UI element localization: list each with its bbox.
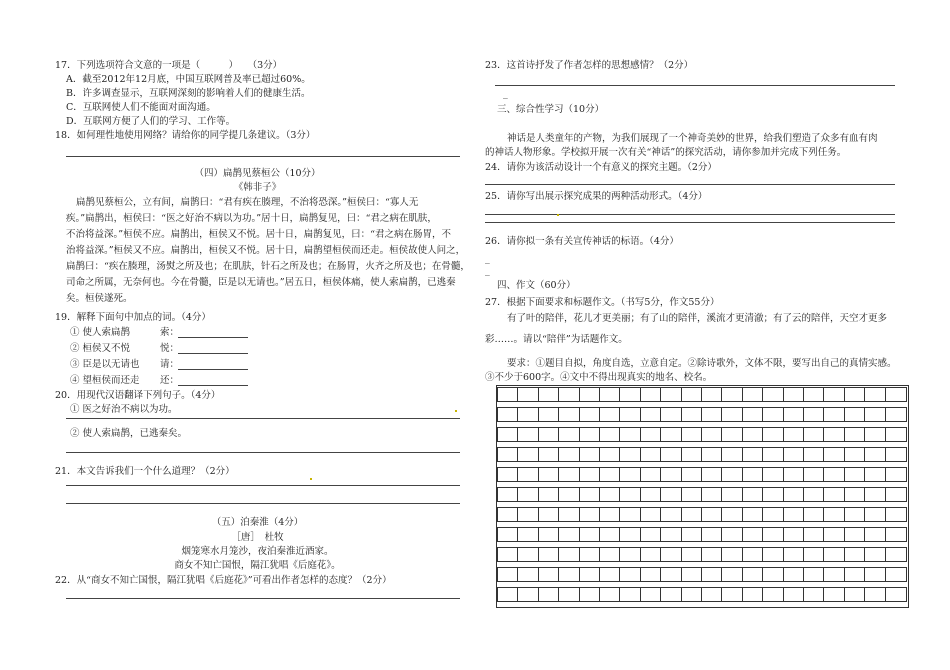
grid-cell[interactable] <box>498 548 518 561</box>
grid-cell[interactable] <box>824 468 844 481</box>
q19-stem: 19．解释下面句中加点的词。（4分） <box>55 312 211 323</box>
grid-cell[interactable] <box>641 428 661 441</box>
grid-cell[interactable] <box>682 588 702 601</box>
grid-cell[interactable] <box>702 588 722 601</box>
grid-row[interactable] <box>497 507 907 522</box>
grid-cell[interactable] <box>804 568 824 581</box>
grid-cell[interactable] <box>580 408 600 421</box>
grid-cell[interactable] <box>784 388 804 401</box>
grid-cell[interactable] <box>498 568 518 581</box>
grid-cell[interactable] <box>661 548 681 561</box>
q23-answer-line[interactable] <box>495 85 895 86</box>
grid-cell[interactable] <box>865 488 885 501</box>
grid-cell[interactable] <box>722 488 742 501</box>
grid-cell[interactable] <box>580 388 600 401</box>
grid-cell[interactable] <box>845 588 865 601</box>
grid-cell[interactable] <box>559 508 579 521</box>
grid-cell[interactable] <box>661 428 681 441</box>
grid-cell[interactable] <box>886 568 906 581</box>
grid-cell[interactable] <box>784 528 804 541</box>
grid-cell[interactable] <box>518 468 538 481</box>
grid-cell[interactable] <box>682 548 702 561</box>
grid-row[interactable] <box>497 407 907 422</box>
grid-cell[interactable] <box>498 528 518 541</box>
grid-cell[interactable] <box>804 548 824 561</box>
grid-cell[interactable] <box>518 508 538 521</box>
grid-cell[interactable] <box>641 568 661 581</box>
grid-row[interactable] <box>497 487 907 502</box>
grid-cell[interactable] <box>845 548 865 561</box>
grid-cell[interactable] <box>539 388 559 401</box>
grid-cell[interactable] <box>743 448 763 461</box>
grid-cell[interactable] <box>580 468 600 481</box>
grid-cell[interactable] <box>620 408 640 421</box>
grid-cell[interactable] <box>498 408 518 421</box>
grid-cell[interactable] <box>722 448 742 461</box>
grid-cell[interactable] <box>518 408 538 421</box>
grid-cell[interactable] <box>580 588 600 601</box>
grid-cell[interactable] <box>886 588 906 601</box>
grid-cell[interactable] <box>682 408 702 421</box>
grid-cell[interactable] <box>824 548 844 561</box>
q19-word-1: 索： <box>160 327 180 338</box>
grid-cell[interactable] <box>580 528 600 541</box>
q17-option-c: C．互联网使人们不能面对面沟通。 <box>66 102 216 113</box>
grid-cell[interactable] <box>539 548 559 561</box>
grid-cell[interactable] <box>865 568 885 581</box>
grid-cell[interactable] <box>845 508 865 521</box>
grid-cell[interactable] <box>784 408 804 421</box>
grid-cell[interactable] <box>518 548 538 561</box>
grid-cell[interactable] <box>763 428 783 441</box>
grid-cell[interactable] <box>539 528 559 541</box>
q19-sentence-3: ③ 臣是以无请也 <box>70 359 140 370</box>
section3-title: 三、综合性学习（10分） <box>497 104 605 115</box>
grid-cell[interactable] <box>743 528 763 541</box>
grid-cell[interactable] <box>824 508 844 521</box>
grid-cell[interactable] <box>641 388 661 401</box>
grid-cell[interactable] <box>804 588 824 601</box>
q20-answer-line-1[interactable] <box>66 418 460 419</box>
q25-stem: 25．请你写出展示探究成果的两种活动形式。（4分） <box>485 191 708 202</box>
q17-option-a: A．截至2012年12月底，中国互联网普及率已超过60%。 <box>66 74 311 85</box>
grid-cell[interactable] <box>722 528 742 541</box>
passage-line-2: 疾。”扁鹊出，桓侯曰：“医之好治不病以为功。”居十日，扁鹊复见，曰：“君之病在肌肤， <box>66 213 437 224</box>
grid-row[interactable] <box>497 547 907 562</box>
q21-stem: 21．本文告诉我们一个什么道理？（2分） <box>55 466 235 477</box>
grid-cell[interactable] <box>702 468 722 481</box>
grid-cell[interactable] <box>763 548 783 561</box>
grid-cell[interactable] <box>559 428 579 441</box>
grid-cell[interactable] <box>886 468 906 481</box>
grid-cell[interactable] <box>682 528 702 541</box>
grid-cell[interactable] <box>824 568 844 581</box>
grid-cell[interactable] <box>845 448 865 461</box>
grid-cell[interactable] <box>886 448 906 461</box>
q19-sentence-2: ② 桓侯又不悦 <box>70 343 131 354</box>
grid-cell[interactable] <box>641 408 661 421</box>
grid-cell[interactable] <box>824 408 844 421</box>
grid-cell[interactable] <box>804 508 824 521</box>
grid-cell[interactable] <box>865 528 885 541</box>
grid-cell[interactable] <box>702 508 722 521</box>
grid-cell[interactable] <box>743 568 763 581</box>
grid-cell[interactable] <box>865 588 885 601</box>
q25-answer-line-1[interactable] <box>485 214 895 215</box>
q20-stem: 20．用现代汉语翻译下列句子。（4分） <box>55 390 221 401</box>
grid-cell[interactable] <box>763 448 783 461</box>
grid-cell[interactable] <box>682 468 702 481</box>
grid-cell[interactable] <box>763 588 783 601</box>
grid-cell[interactable] <box>722 388 742 401</box>
grid-cell[interactable] <box>743 408 763 421</box>
grid-cell[interactable] <box>682 388 702 401</box>
grid-cell[interactable] <box>886 408 906 421</box>
grid-cell[interactable] <box>743 588 763 601</box>
section3-intro-1: 神话是人类童年的产物，为我们展现了一个神奇美妙的世界，给我们塑造了众多有血有肉 <box>507 133 878 144</box>
grid-cell[interactable] <box>580 568 600 581</box>
q19-blank-4[interactable] <box>178 385 248 386</box>
q17-stem: 17．下列选项符合文意的一项是（ ） （3分） <box>55 60 283 71</box>
grid-cell[interactable] <box>641 548 661 561</box>
grid-cell[interactable] <box>600 588 620 601</box>
grid-row[interactable] <box>497 447 907 462</box>
grid-cell[interactable] <box>620 548 640 561</box>
grid-cell[interactable] <box>702 548 722 561</box>
q21-answer-line-2[interactable] <box>66 503 460 504</box>
grid-cell[interactable] <box>743 388 763 401</box>
section4-source: 《韩非子》 <box>233 182 282 193</box>
q22-answer-line[interactable] <box>66 598 460 599</box>
grid-cell[interactable] <box>865 388 885 401</box>
grid-cell[interactable] <box>600 388 620 401</box>
q19-word-3: 请： <box>160 359 180 370</box>
grid-cell[interactable] <box>518 568 538 581</box>
grid-cell[interactable] <box>763 508 783 521</box>
q18-stem: 18．如何理性地使用网络？请给你的同学提几条建议。（3分） <box>55 130 316 141</box>
passage-line-6: 司命之所属，无奈何也。今在骨髓，臣是以无请也。”居五日，桓侯体痛，使人索扁鹊，已逃秦 <box>66 277 456 288</box>
grid-cell[interactable] <box>722 428 742 441</box>
grid-cell[interactable] <box>539 468 559 481</box>
grid-cell[interactable] <box>559 408 579 421</box>
grid-cell[interactable] <box>722 548 742 561</box>
grid-cell[interactable] <box>641 468 661 481</box>
q21-answer-line-1[interactable] <box>66 485 460 486</box>
grid-cell[interactable] <box>539 428 559 441</box>
grid-cell[interactable] <box>845 408 865 421</box>
q18-answer-line[interactable] <box>66 156 460 157</box>
grid-cell[interactable] <box>743 468 763 481</box>
q26-stem: 26．请你拟一条有关宣传神话的标语。（4分） <box>485 236 679 247</box>
grid-cell[interactable] <box>600 528 620 541</box>
grid-cell[interactable] <box>763 528 783 541</box>
grid-row[interactable] <box>497 427 907 442</box>
grid-cell[interactable] <box>784 588 804 601</box>
grid-row[interactable] <box>497 387 907 402</box>
grid-cell[interactable] <box>804 448 824 461</box>
grid-cell[interactable] <box>539 588 559 601</box>
grid-cell[interactable] <box>824 588 844 601</box>
grid-cell[interactable] <box>845 488 865 501</box>
q17-option-d: D．互联网方便了人们的学习、工作等。 <box>66 116 236 127</box>
grid-cell[interactable] <box>620 528 640 541</box>
q27-requirement-1: 要求：①题目自拟，角度自选，立意自定。②除诗歌外，文体不限，要写出自己的真情实感。 <box>507 358 897 369</box>
grid-cell[interactable] <box>682 508 702 521</box>
q19-blank-2[interactable] <box>178 353 248 354</box>
grid-cell[interactable] <box>886 428 906 441</box>
grid-cell[interactable] <box>804 468 824 481</box>
grid-cell[interactable] <box>763 468 783 481</box>
grid-cell[interactable] <box>845 468 865 481</box>
poem-title: （五）泊秦淮（4分） <box>211 517 304 528</box>
q17-option-b: B．许多调查显示，互联网深刻的影响着人们的健康生活。 <box>66 88 311 99</box>
grid-cell[interactable] <box>620 428 640 441</box>
grid-cell[interactable] <box>743 508 763 521</box>
grid-cell[interactable] <box>620 448 640 461</box>
grid-cell[interactable] <box>580 448 600 461</box>
grid-cell[interactable] <box>641 588 661 601</box>
grid-row[interactable] <box>497 567 907 582</box>
grid-cell[interactable] <box>702 568 722 581</box>
grid-cell[interactable] <box>620 588 640 601</box>
grid-cell[interactable] <box>824 528 844 541</box>
grid-cell[interactable] <box>539 408 559 421</box>
q19-word-2: 悦： <box>160 343 180 354</box>
passage-line-7: 矣。桓侯遂死。 <box>66 293 133 304</box>
grid-cell[interactable] <box>886 388 906 401</box>
grid-cell[interactable] <box>661 568 681 581</box>
grid-cell[interactable] <box>702 388 722 401</box>
q24-answer-line[interactable] <box>485 184 895 185</box>
grid-cell[interactable] <box>865 408 885 421</box>
grid-cell[interactable] <box>518 388 538 401</box>
passage-line-5: 扁鹊曰：“疾在腠理，汤熨之所及也；在肌肤，针石之所及也；在肠胃，火齐之所及也；在骨髓， <box>66 261 470 272</box>
grid-cell[interactable] <box>722 408 742 421</box>
grid-cell[interactable] <box>539 448 559 461</box>
grid-row[interactable] <box>497 527 907 542</box>
grid-cell[interactable] <box>763 388 783 401</box>
grid-cell[interactable] <box>559 548 579 561</box>
grid-cell[interactable] <box>641 508 661 521</box>
section4-composition-title: 四、作文（60分） <box>497 280 576 291</box>
grid-cell[interactable] <box>682 488 702 501</box>
grid-cell[interactable] <box>600 428 620 441</box>
grid-cell[interactable] <box>641 528 661 541</box>
grid-cell[interactable] <box>886 548 906 561</box>
poem-line-1: 烟笼寒水月笼沙，夜泊秦淮近酒家。 <box>181 546 334 557</box>
grid-cell[interactable] <box>886 528 906 541</box>
q19-word-4: 还： <box>160 375 180 386</box>
grid-cell[interactable] <box>743 428 763 441</box>
grid-cell[interactable] <box>559 388 579 401</box>
passage-line-4: 治将益深。”桓侯又不应。扁鹊出，桓侯又不悦。居十日，扁鹊望桓侯而还走。桓侯故使人问之， <box>66 245 466 256</box>
grid-cell[interactable] <box>702 408 722 421</box>
grid-cell[interactable] <box>600 468 620 481</box>
grid-cell[interactable] <box>661 588 681 601</box>
grid-cell[interactable] <box>865 468 885 481</box>
grid-cell[interactable] <box>804 408 824 421</box>
grid-cell[interactable] <box>702 528 722 541</box>
grid-cell[interactable] <box>702 428 722 441</box>
grid-cell[interactable] <box>559 568 579 581</box>
grid-cell[interactable] <box>865 508 885 521</box>
q24-stem: 24．请你为该活动设计一个有意义的探究主题。（2分） <box>485 162 717 173</box>
grid-cell[interactable] <box>620 488 640 501</box>
grid-cell[interactable] <box>743 548 763 561</box>
grid-cell[interactable] <box>763 408 783 421</box>
grid-cell[interactable] <box>498 388 518 401</box>
grid-cell[interactable] <box>845 388 865 401</box>
grid-cell[interactable] <box>559 448 579 461</box>
q27-prompt-2: 彩……。请以“陪伴”为话题作文。 <box>485 334 628 345</box>
poem-line-2: 商女不知亡国恨，隔江犹唱《后庭花》。 <box>174 560 341 571</box>
grid-cell[interactable] <box>763 568 783 581</box>
grid-cell[interactable] <box>865 548 885 561</box>
grid-cell[interactable] <box>661 488 681 501</box>
grid-cell[interactable] <box>661 508 681 521</box>
q26-dash-2: _ <box>485 265 490 276</box>
q22-stem: 22．从“商女不知亡国恨，隔江犹唱《后庭花》”可看出作者怎样的态度？（2分） <box>55 575 392 586</box>
grid-cell[interactable] <box>620 468 640 481</box>
grid-cell[interactable] <box>620 568 640 581</box>
grid-cell[interactable] <box>518 488 538 501</box>
grid-cell[interactable] <box>804 388 824 401</box>
grid-cell[interactable] <box>784 468 804 481</box>
passage-line-1: 扁鹊见蔡桓公，立有间，扁鹊曰：“君有疾在腠理，不治将恐深。”桓侯曰：“寡人无 <box>76 197 419 208</box>
section3-intro-2: 的神话人物形象。学校拟开展一次有关“神话”的探究活动，请你参加并完成下列任务。 <box>485 147 847 158</box>
grid-cell[interactable] <box>682 448 702 461</box>
grid-cell[interactable] <box>702 488 722 501</box>
grid-cell[interactable] <box>804 528 824 541</box>
grid-cell[interactable] <box>661 408 681 421</box>
grid-cell[interactable] <box>580 508 600 521</box>
grid-cell[interactable] <box>886 488 906 501</box>
grid-cell[interactable] <box>784 488 804 501</box>
grid-cell[interactable] <box>498 428 518 441</box>
q27-prompt-1: 有了叶的陪伴，花儿才更美丽；有了山的陪伴，溪流才更清澈；有了云的陪伴，天空才更多 <box>507 313 888 324</box>
grid-cell[interactable] <box>722 588 742 601</box>
grid-cell[interactable] <box>865 428 885 441</box>
grid-cell[interactable] <box>498 588 518 601</box>
q27-stem: 27．根据下面要求和标题作文。（书写5分，作文55分） <box>485 297 720 308</box>
grid-cell[interactable] <box>784 448 804 461</box>
grid-cell[interactable] <box>804 488 824 501</box>
grid-cell[interactable] <box>580 428 600 441</box>
grid-cell[interactable] <box>804 428 824 441</box>
q19-blank-3[interactable] <box>178 369 248 370</box>
grid-cell[interactable] <box>559 488 579 501</box>
grid-cell[interactable] <box>722 508 742 521</box>
grid-cell[interactable] <box>559 468 579 481</box>
grid-cell[interactable] <box>559 588 579 601</box>
grid-cell[interactable] <box>661 448 681 461</box>
q27-requirement-2: ③不少于600字。④文中不得出现真实的地名、校名。 <box>485 372 713 383</box>
grid-cell[interactable] <box>600 488 620 501</box>
grid-cell[interactable] <box>539 488 559 501</box>
grid-cell[interactable] <box>518 528 538 541</box>
grid-cell[interactable] <box>763 488 783 501</box>
q19-sentence-4: ④ 望桓侯而还走 <box>70 375 140 386</box>
grid-cell[interactable] <box>682 568 702 581</box>
grid-cell[interactable] <box>518 588 538 601</box>
grid-cell[interactable] <box>620 508 640 521</box>
grid-cell[interactable] <box>498 448 518 461</box>
grid-cell[interactable] <box>580 548 600 561</box>
grid-cell[interactable] <box>580 488 600 501</box>
grid-cell[interactable] <box>559 528 579 541</box>
grid-cell[interactable] <box>641 448 661 461</box>
grid-cell[interactable] <box>600 568 620 581</box>
q20-answer-line-2[interactable] <box>66 452 460 453</box>
grid-cell[interactable] <box>824 388 844 401</box>
grid-cell[interactable] <box>600 548 620 561</box>
grid-cell[interactable] <box>865 448 885 461</box>
grid-cell[interactable] <box>784 508 804 521</box>
grid-cell[interactable] <box>824 488 844 501</box>
grid-cell[interactable] <box>620 388 640 401</box>
grid-cell[interactable] <box>518 428 538 441</box>
grid-cell[interactable] <box>784 428 804 441</box>
q20-sentence-2: ② 使人索扁鹊，已逃秦矣。 <box>70 428 188 439</box>
grid-cell[interactable] <box>641 488 661 501</box>
grid-cell[interactable] <box>824 448 844 461</box>
grid-row[interactable] <box>497 587 907 602</box>
grid-cell[interactable] <box>845 568 865 581</box>
passage-line-3: 不治将益深。”桓侯不应。扁鹊出，桓侯又不悦。居十日，扁鹊复见，曰：“君之病在肠胃，不 <box>66 229 451 240</box>
grid-cell[interactable] <box>518 448 538 461</box>
grid-cell[interactable] <box>600 508 620 521</box>
section4-title: （四）扁鹊见蔡桓公（10分） <box>194 168 321 179</box>
grid-cell[interactable] <box>498 488 518 501</box>
q19-blank-1[interactable] <box>178 337 248 338</box>
grid-cell[interactable] <box>539 568 559 581</box>
q26-dash-1: _ <box>485 253 490 264</box>
grid-cell[interactable] <box>600 448 620 461</box>
grid-cell[interactable] <box>661 388 681 401</box>
grid-cell[interactable] <box>498 468 518 481</box>
grid-cell[interactable] <box>824 428 844 441</box>
grid-cell[interactable] <box>702 448 722 461</box>
grid-cell[interactable] <box>498 508 518 521</box>
poem-author: ［唐］ 杜牧 <box>231 532 284 543</box>
grid-cell[interactable] <box>722 568 742 581</box>
q19-sentence-1: ① 使人索扁鹊 <box>70 327 131 338</box>
grid-cell[interactable] <box>661 468 681 481</box>
grid-row[interactable] <box>497 467 907 482</box>
grid-cell[interactable] <box>845 528 865 541</box>
q25-answer-line-2[interactable] <box>485 222 895 223</box>
grid-cell[interactable] <box>784 548 804 561</box>
grid-cell[interactable] <box>682 428 702 441</box>
grid-cell[interactable] <box>661 528 681 541</box>
q20-sentence-1: ① 医之好治不病以为功。 <box>70 404 178 415</box>
grid-cell[interactable] <box>784 568 804 581</box>
q23-stem: 23．这首诗抒发了作者怎样的思想感情？（2分） <box>485 60 694 71</box>
grid-cell[interactable] <box>600 408 620 421</box>
q23-underscore: _ <box>503 88 508 99</box>
grid-cell[interactable] <box>845 428 865 441</box>
grid-cell[interactable] <box>743 488 763 501</box>
grid-cell[interactable] <box>722 468 742 481</box>
grid-cell[interactable] <box>539 508 559 521</box>
grid-cell[interactable] <box>886 508 906 521</box>
